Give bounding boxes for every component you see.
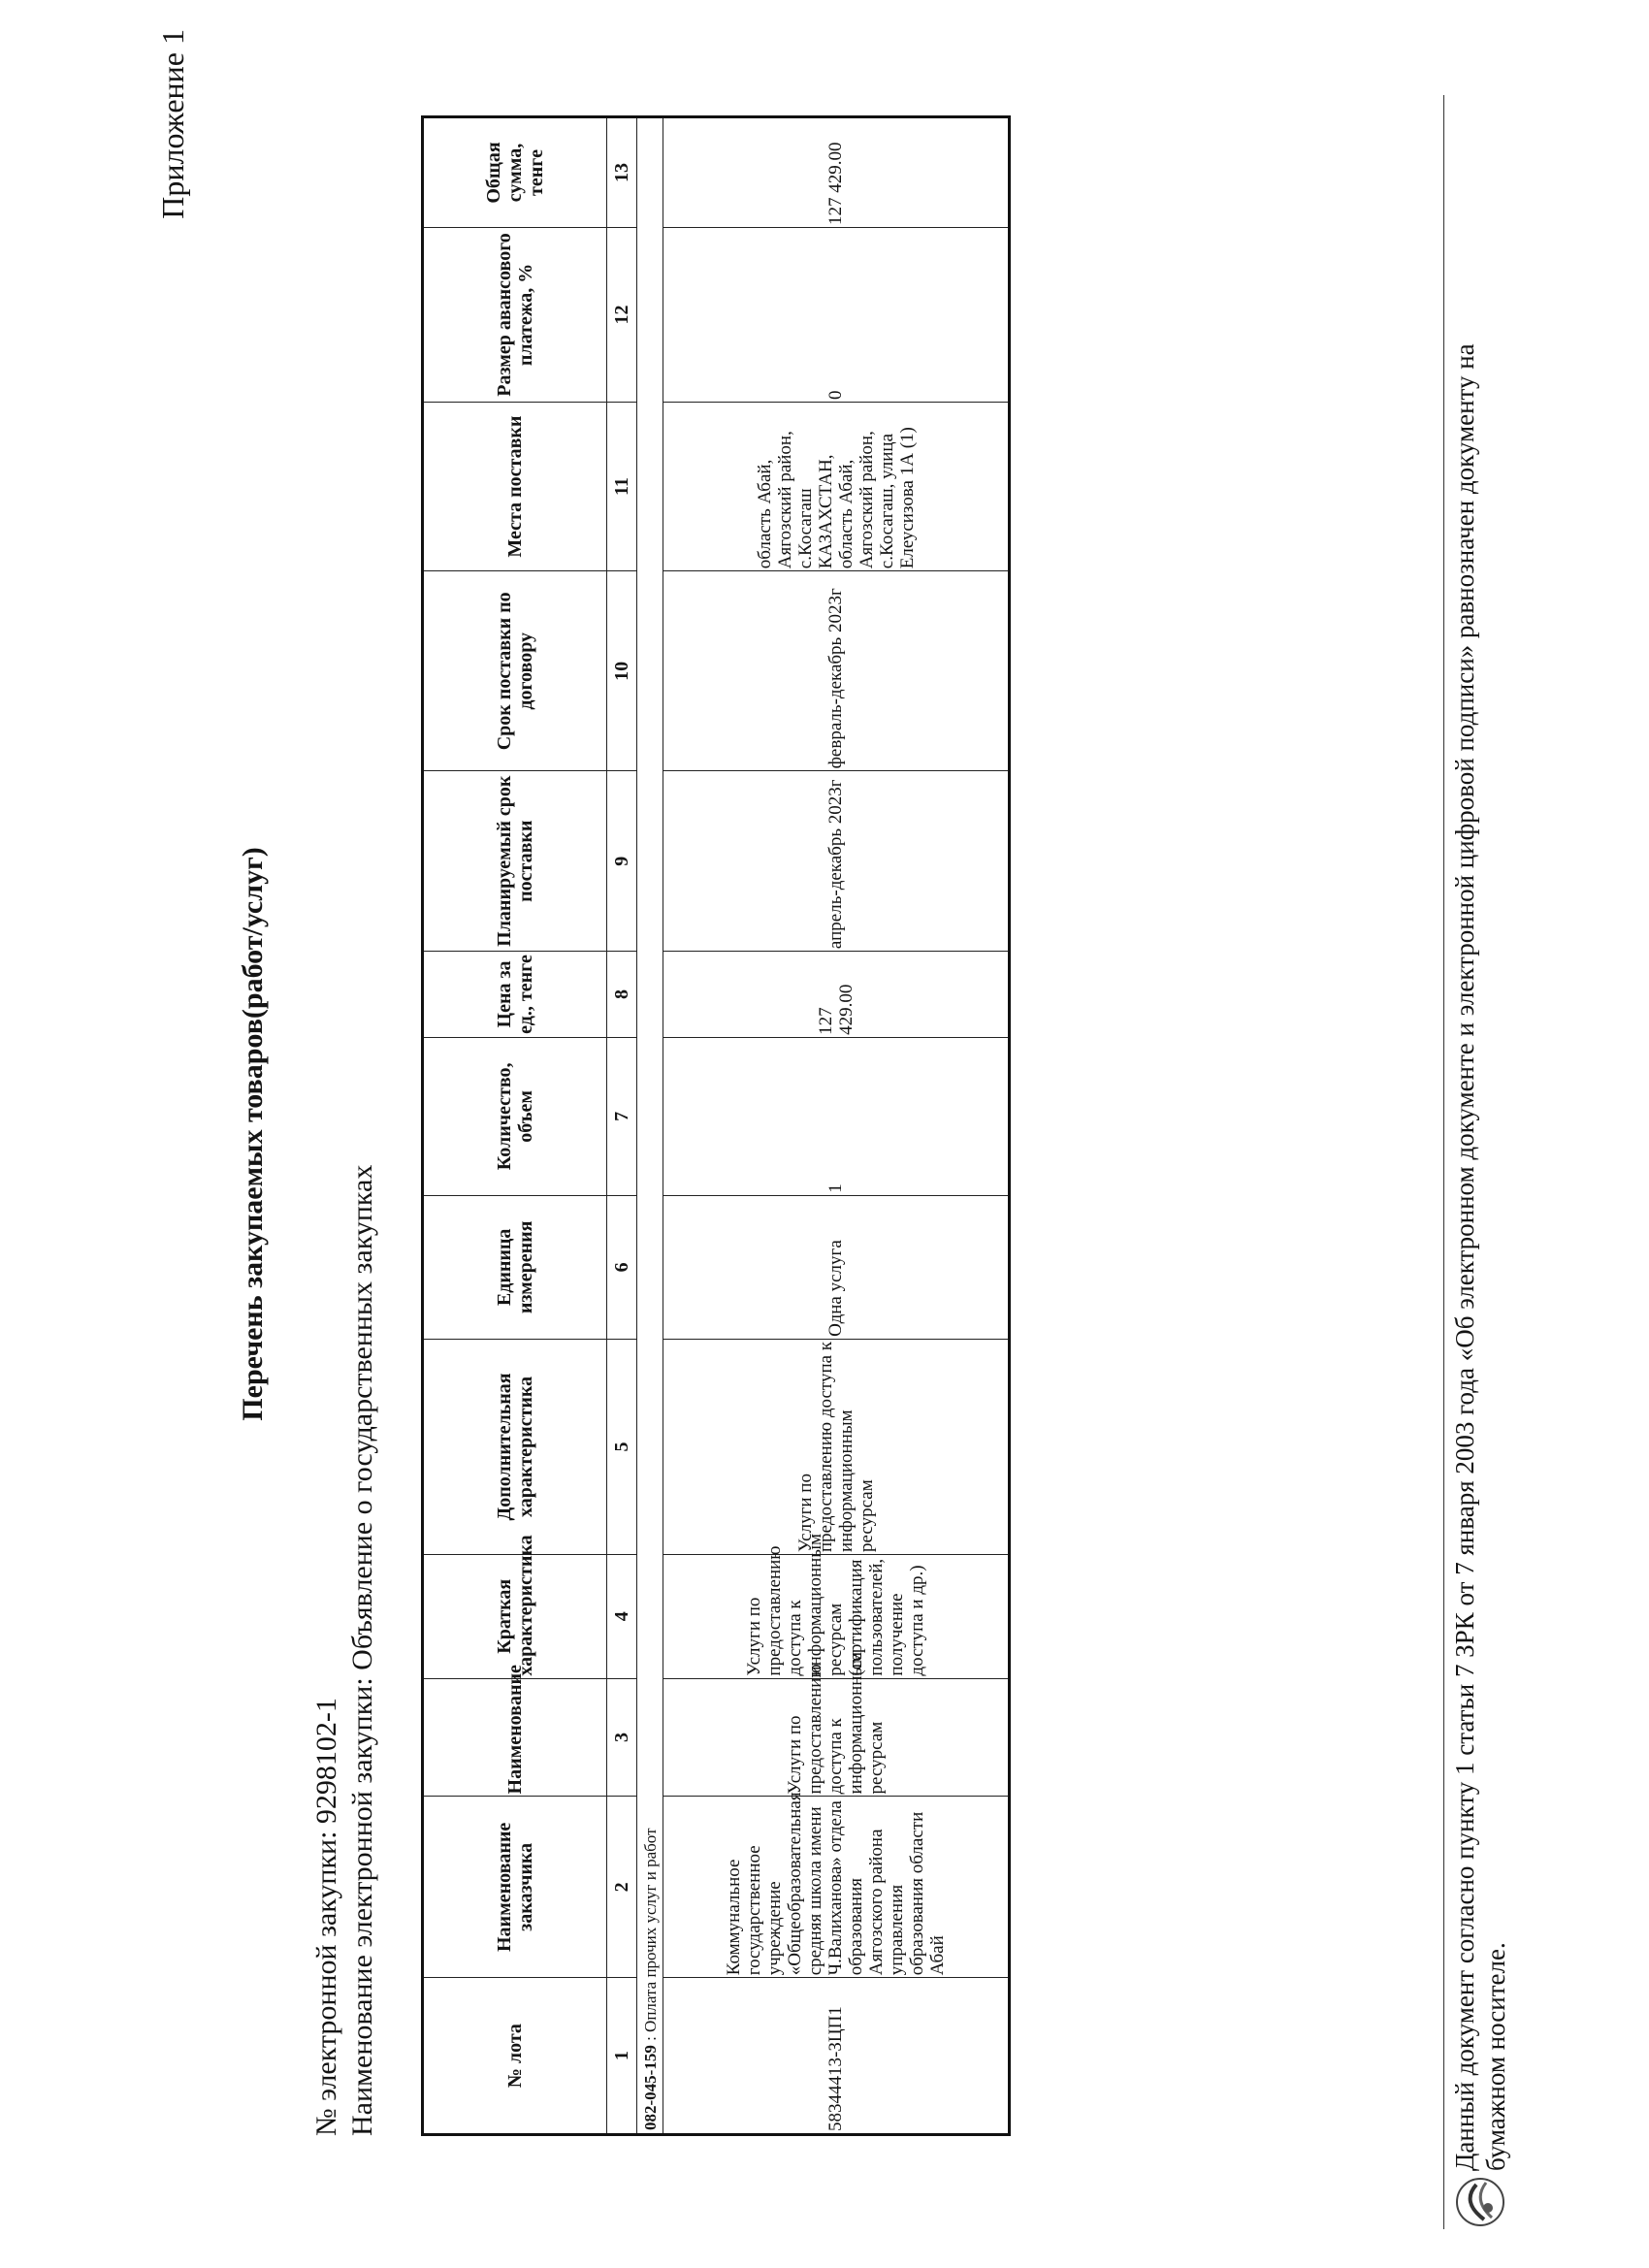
header-short-description: Краткая характеристика — [423, 1554, 607, 1678]
section-code: 082-045-159 — [640, 2045, 660, 2130]
column-number: 10 — [607, 571, 637, 771]
header-additional-description: Дополнительная характеристика — [423, 1339, 607, 1554]
column-number: 5 — [607, 1339, 637, 1554]
column-number: 2 — [607, 1797, 637, 1978]
lots-table — [421, 115, 1011, 2136]
cell-total-amount: 127 429.00 — [663, 117, 1010, 228]
column-number: 12 — [607, 227, 637, 402]
header-lot-number: № лота — [423, 1978, 607, 2135]
cell-advance-payment: 0 — [663, 227, 1010, 402]
procurement-name: Наименование электронной закупки: Объявление о государственных закупках — [346, 1164, 378, 2136]
column-number: 9 — [607, 771, 637, 952]
column-number: 11 — [607, 402, 637, 570]
column-number: 3 — [607, 1678, 637, 1797]
header-unit: Единица измерения — [423, 1195, 607, 1339]
cell-unit-price: 127 429.00 — [663, 952, 1010, 1038]
legal-footer-note: Данный документ согласно пункту 1 статьи 7 ЗРК от 7 января 2003 года «Об электронном документе и электронной цифровой подписи» равнозначен документу на бумажном носителе. — [1450, 343, 1510, 2171]
column-number: 4 — [607, 1554, 637, 1678]
cell-unit: Одна услуга — [663, 1195, 1010, 1339]
header-quantity: Количество, объем — [423, 1037, 607, 1195]
cell-customer: Коммунальное государственное учреждение «Общеобразовательная средняя школа имени Ч.Валиханова» отдела образования Аягозского района управления образования области Абай — [663, 1797, 1010, 1978]
table-row — [663, 117, 1010, 2135]
column-number: 7 — [607, 1037, 637, 1195]
header-total-amount: Общая сумма, тенге — [423, 117, 607, 228]
appendix-label: Приложение 1 — [155, 29, 190, 219]
column-number: 1 — [607, 1978, 637, 2135]
cell-delivery-place: область Абай, Аягозский район, с.Косагаш КАЗАХСТАН, область Абай, Аягозский район, с.Косагаш, улица Елеусизова 1А (1) — [663, 402, 1010, 570]
header-planned-period: Планируемый срок поставки — [423, 771, 607, 952]
cell-name: Услуги по предоставлению доступа к информационным ресурсам — [663, 1678, 1010, 1797]
header-unit-price: Цена за ед., тенге — [423, 952, 607, 1038]
header-advance-payment: Размер авансового платежа, % — [423, 227, 607, 402]
budget-section — [637, 117, 663, 2135]
header-customer: Наименование заказчика — [423, 1797, 607, 1978]
cell-planned-period: апрель-декабрь 2023г — [663, 771, 1010, 952]
egov-logo-icon — [1455, 2177, 1505, 2227]
cell-quantity: 1 — [663, 1037, 1010, 1195]
cell-lot-number: 58344413-ЗЦП1 — [663, 1978, 1010, 2135]
footer-divider — [1443, 95, 1444, 2229]
cell-contract-period: февраль-декабрь 2023г — [663, 571, 1010, 771]
budget-section-row — [637, 117, 663, 2135]
header-name: Наименование — [423, 1678, 607, 1797]
column-number: 8 — [607, 952, 637, 1038]
section-text: : Оплата прочих услуг и работ — [640, 1828, 660, 2046]
header-delivery-place: Места поставки — [423, 402, 607, 570]
column-number: 6 — [607, 1195, 637, 1339]
column-number-row — [607, 117, 637, 2135]
cell-additional-description: Услуги по предоставлению доступа к информационным ресурсам — [663, 1339, 1010, 1554]
table-header-row — [423, 117, 607, 2135]
document-title: Перечень закупаемых товаров(работ/услуг) — [237, 847, 269, 1421]
header-contract-period: Срок поставки по договору — [423, 571, 607, 771]
procurement-number: № электронной закупки: 9298102-1 — [310, 1698, 342, 2136]
cell-short-description: Услуги по предоставлению доступа к информационным ресурсам (сертификация пользователей, получение доступа и др.) — [663, 1554, 1010, 1678]
column-number: 13 — [607, 117, 637, 228]
